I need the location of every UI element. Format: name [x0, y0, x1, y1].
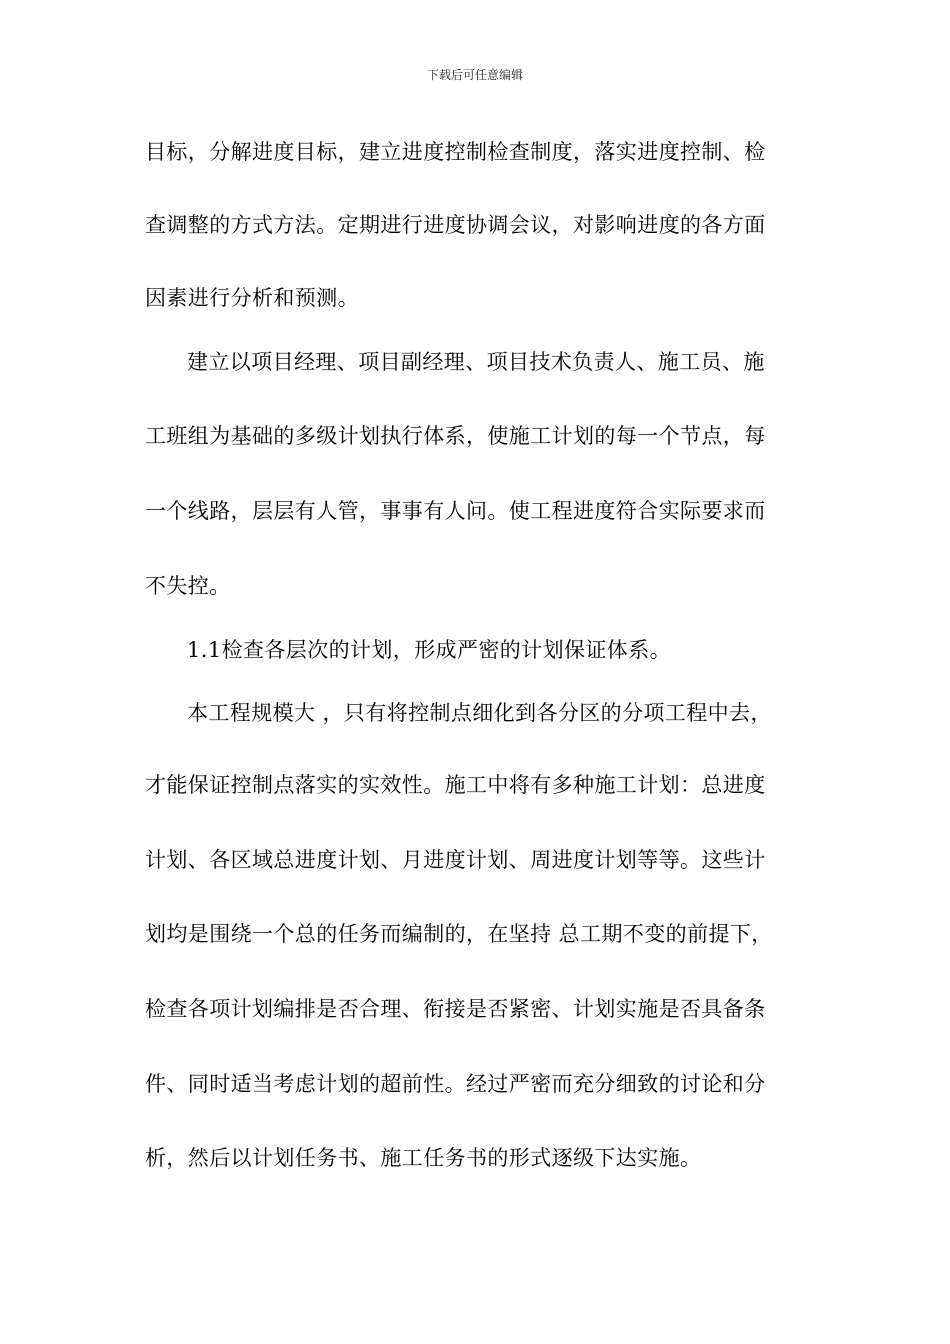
text-line: 才能保证控制点落实的实效性。施工中将有多种施工计划：总进度 — [145, 773, 766, 797]
text-line: 因素进行分析和预测。 — [145, 286, 359, 310]
text-line: 检查各项计划编排是否合理、衔接是否紧密、计划实施是否具备条 — [145, 997, 766, 1021]
text-line: 查调整的方式方法。定期进行进度协调会议，对影响进度的各方面 — [145, 213, 766, 237]
header-note: 下载后可任意编辑 — [426, 68, 523, 82]
text-line: 不失控。 — [145, 574, 231, 598]
text-line: 本工程规模大 ，只有将控制点细化到各分区的分项工程中去， — [187, 701, 772, 725]
text-line: 工班组为基础的多级计划执行体系，使施工计划的每一个节点，每 — [145, 424, 766, 448]
text-line: 建立以项目经理、项目副经理、项目技术负责人、施工员、施 — [187, 350, 765, 374]
text-line: 计划、各区域总进度计划、月进度计划、周进度计划等等。这些计 — [145, 848, 766, 872]
text-line: 件、同时适当考虑计划的超前性。经过严密而充分细致的讨论和分 — [145, 1072, 766, 1096]
text-line: 目标，分解进度目标，建立进度控制检查制度，落实进度控制、检 — [145, 140, 766, 164]
text-line: 一个线路，层层有人管，事事有人问。使工程进度符合实际要求而 — [145, 499, 766, 523]
section-heading: 1.1检查各层次的计划，形成严密的计划保证体系。 — [187, 638, 671, 662]
text-line: 划均是围绕一个总的任务而编制的，在坚持 总工期不变的前提下， — [145, 922, 773, 946]
text-line: 析，然后以计划任务书、施工任务书的形式逐级下达实施。 — [145, 1146, 702, 1170]
